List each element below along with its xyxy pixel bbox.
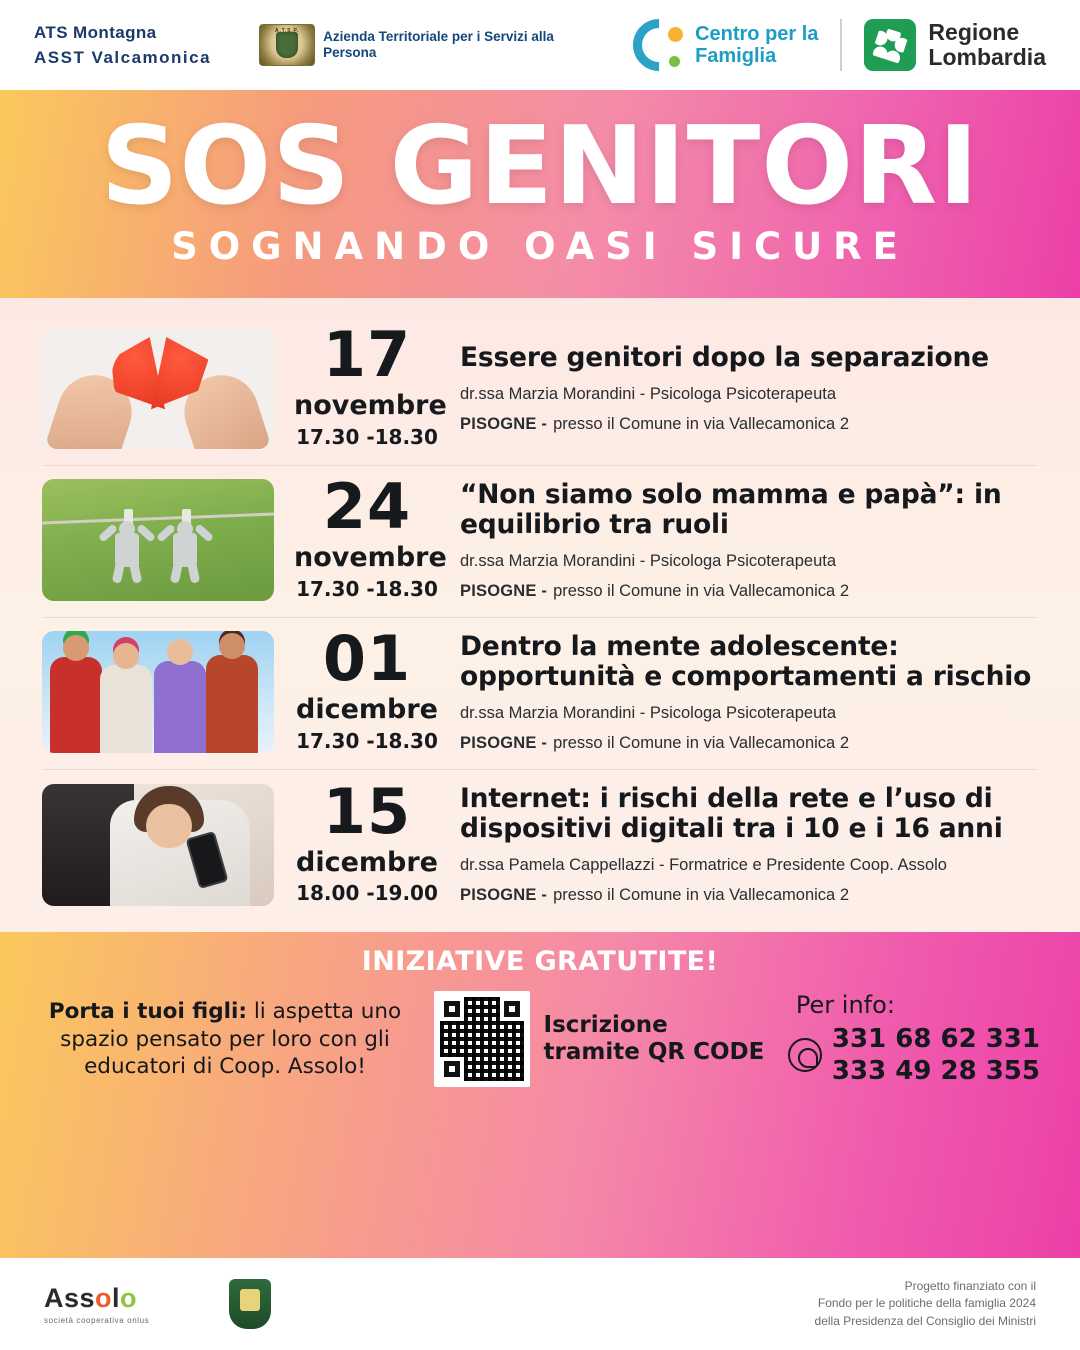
event-row (42, 618, 1038, 770)
funding-note-line3: della Presidenza del Consiglio dei Ministri (814, 1313, 1036, 1328)
header-divider (840, 19, 842, 71)
events-list (0, 298, 1080, 932)
event-day: 17 (322, 318, 412, 392)
bottom-row (40, 991, 1040, 1089)
event-speaker: dr.ssa Pamela Cappellazzi - Formatrice e Presidente Coop. Assolo (460, 856, 947, 875)
event-day: 15 (322, 774, 412, 848)
phone-number-1[interactable]: 331 68 62 331 (831, 1023, 1040, 1054)
title-band (0, 90, 1080, 298)
event-title: “Non siamo solo mamma e papà”: in equilibrio tra ruoli (460, 478, 1002, 540)
event-speaker: dr.ssa Marzia Morandini - Psicologa Psicoterapeuta (460, 384, 837, 403)
rl-line2: Lombardia (928, 44, 1046, 70)
event-location (460, 582, 1038, 601)
event-title: Dentro la mente adolescente: opportunità e comportamenti a rischio (460, 630, 1032, 692)
centro-famiglia-icon (633, 19, 685, 71)
event-city: PISOGNE - (460, 733, 548, 752)
assolo-part2: l (112, 1283, 121, 1313)
event-month: novembre (294, 542, 447, 574)
event-venue: presso il Comune in via Vallecamonica 2 (553, 414, 849, 433)
bottom-band (0, 932, 1080, 1258)
event-title: Internet: i rischi della rete e l’uso di dispositivi digitali tra i 10 e i 16 anni (460, 783, 1003, 845)
event-month: dicembre (296, 694, 438, 726)
logo-ats-montagna (34, 20, 211, 71)
funding-note-line2: Fondo per le politiche della famiglia 2024 (817, 1296, 1036, 1311)
logo-atsp (259, 24, 591, 66)
funding-note-line1: Progetto finanziato con il (904, 1278, 1036, 1293)
page-subtitle: SOGNANDO OASI SICURE (171, 224, 909, 268)
qr-label (544, 1012, 765, 1067)
event-speaker: dr.ssa Marzia Morandini - Psicologa Psicoterapeuta (460, 551, 837, 570)
event-row (42, 770, 1038, 922)
comune-crest-icon (229, 1279, 271, 1329)
logo-assolo (44, 1283, 149, 1325)
event-info (448, 343, 1038, 434)
regione-lombardia-rose-icon (864, 19, 916, 71)
bring-kids-rest: li aspetta uno spazio pensato per loro con gli educatori di Coop. Assolo! (60, 999, 402, 1080)
ats-line1: ATS Montagna (34, 22, 157, 42)
event-location (460, 415, 1038, 434)
event-info (448, 480, 1038, 601)
paper-figures-clothesline-photo (42, 479, 274, 601)
free-initiative-notice: INIZIATIVE GRATUTITE! (361, 945, 719, 977)
bring-kids-note (40, 998, 410, 1081)
event-location (460, 734, 1038, 753)
logo-regione-lombardia (864, 19, 1046, 71)
assolo-tagline: società cooperativa onlus (44, 1316, 150, 1325)
header-logos-band (0, 0, 1080, 90)
event-venue: presso il Comune in via Vallecamonica 2 (553, 581, 849, 600)
contact-info (788, 991, 1040, 1089)
phone-numbers (832, 1023, 1040, 1089)
event-location (460, 886, 1038, 905)
page-title: SOS GENITORI (100, 104, 980, 229)
cpf-line2: Famiglia (695, 45, 777, 67)
event-row (42, 314, 1038, 466)
teen-with-smartphone-photo (42, 784, 274, 906)
event-info (448, 632, 1038, 753)
funding-note (815, 1278, 1036, 1330)
event-title: Essere genitori dopo la separazione (460, 341, 989, 373)
bring-kids-bold: Porta i tuoi figli: (48, 999, 247, 1025)
atsp-crest-label: A.T.S.P. (275, 28, 300, 34)
assolo-o1: o (95, 1283, 113, 1313)
event-time: 17.30 -18.30 (296, 424, 438, 449)
event-month: dicembre (296, 846, 438, 878)
cpf-line1: Centro per la (695, 23, 819, 45)
regione-lombardia-label (928, 20, 1046, 70)
rl-line1: Regione (928, 19, 1020, 46)
assolo-part1: Ass (44, 1283, 96, 1313)
whatsapp-icon (788, 1038, 822, 1072)
centro-famiglia-label (695, 23, 818, 67)
event-city: PISOGNE - (460, 886, 548, 905)
teenagers-group-photo (42, 631, 274, 753)
footer-band (0, 1258, 1080, 1350)
ats-line2: ASST Valcamonica (34, 48, 212, 67)
assolo-wordmark (44, 1283, 149, 1314)
broken-heart-hands-photo (42, 327, 274, 449)
event-date (294, 774, 448, 906)
event-time: 18.00 -19.00 (296, 881, 438, 906)
event-city: PISOGNE - (460, 414, 548, 433)
contact-title: Per info: (795, 990, 895, 1019)
atsp-label: Azienda Territoriale per i Servizi alla Persona (323, 28, 554, 60)
event-month: novembre (294, 390, 447, 422)
event-city: PISOGNE - (460, 581, 548, 600)
event-date (294, 622, 448, 753)
event-time: 17.30 -18.30 (296, 576, 438, 601)
event-venue: presso il Comune in via Vallecamonica 2 (553, 886, 849, 905)
event-day: 24 (322, 470, 412, 544)
qr-code[interactable] (434, 991, 530, 1087)
event-day: 01 (322, 622, 412, 696)
event-speaker: dr.ssa Marzia Morandini - Psicologa Psicoterapeuta (460, 703, 837, 722)
atsp-crest-icon (259, 24, 315, 66)
event-row (42, 466, 1038, 618)
qr-signup-group[interactable] (434, 991, 765, 1087)
qr-label-line2: tramite QR CODE (543, 1039, 765, 1066)
qr-label-line1: Iscrizione (543, 1011, 668, 1038)
event-info (448, 784, 1038, 905)
assolo-o2: o (120, 1283, 138, 1313)
phone-number-2[interactable]: 333 49 28 355 (831, 1056, 1040, 1087)
event-time: 17.30 -18.30 (296, 728, 438, 753)
event-venue: presso il Comune in via Vallecamonica 2 (553, 733, 849, 752)
phone-list (788, 1023, 1040, 1089)
event-date (294, 318, 448, 449)
logo-centro-famiglia (633, 19, 818, 71)
event-date (294, 470, 448, 601)
